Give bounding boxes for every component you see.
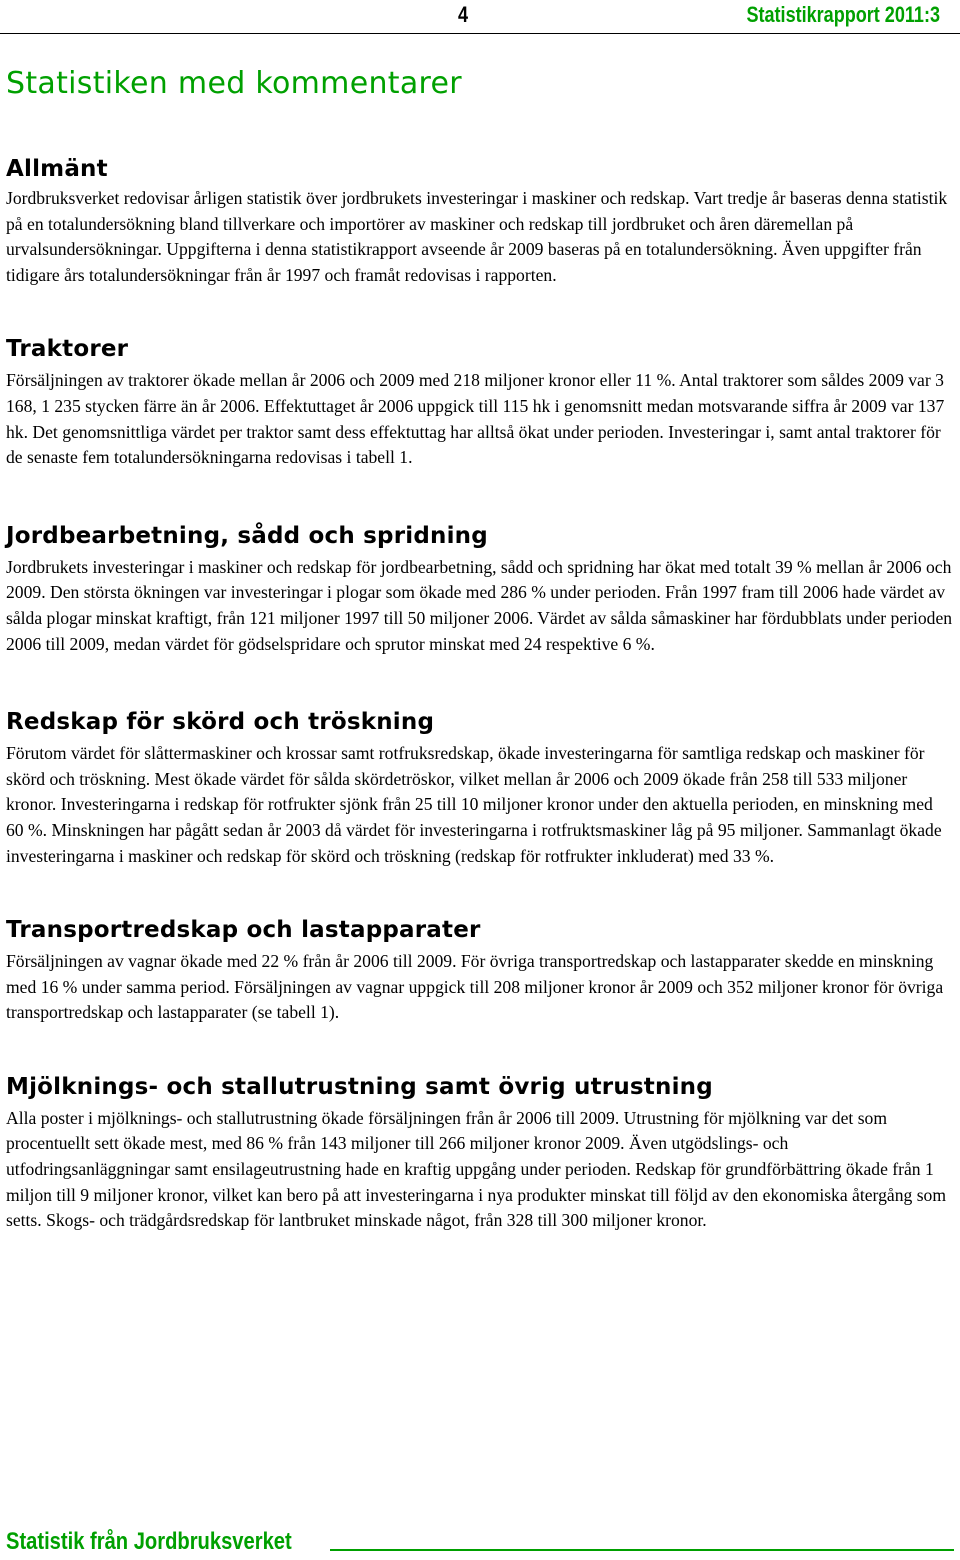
- page-header: [0, 0, 960, 32]
- page-number: 4: [458, 2, 469, 27]
- main-content: [6, 62, 954, 1234]
- section-skord-troskning: [6, 707, 954, 869]
- header-rule: [0, 33, 960, 34]
- section-text: Förutom värdet för slåttermaskiner och krossar samt rotfruksredskap, ökade investeringarna för samtliga redskap och maskiner för skörd och tröskning. Mest ökade värdet för sålda skördetröskor, vilket mellan år 2006 och 2009 ökade från 258 till 533 miljoner kronor. Investeringarna i redskap för rotfrukter sjönk från 25 till 10 miljoner kronor under den aktuella perioden, en minskning med 60 %. Minskningen har pågått sedan år 2003 då värdet för investeringarna i rotfruktsmaskiner låg på 95 miljoner. Sammanlagt ökade investeringarna i maskiner och redskap för skörd och tröskning (redskap för rotfrukter inkluderat) med 33 %.: [6, 743, 942, 866]
- section-allmant: [6, 154, 954, 288]
- section-heading: Allmänt: [6, 156, 108, 182]
- page-footer: [0, 1528, 960, 1558]
- section-text: Försäljningen av vagnar ökade med 22 % från år 2006 till 2009. För övriga transportredskap och lastapparater skedde en minskning med 16 % under samma period. Försäljningen av vagnar uppgick till 208 miljoner kronor år 2009 och 352 miljoner kronor för övriga transportredskap och lastapparater (se tabell 1).: [6, 951, 944, 1023]
- report-id: Statistikrapport 2011:3: [746, 2, 940, 27]
- section-heading: Transportredskap och lastapparater: [6, 917, 481, 944]
- section-heading: Traktorer: [6, 336, 129, 363]
- page-title: Statistiken med kommentarer: [6, 66, 462, 101]
- section-traktorer: [6, 334, 954, 470]
- section-mjolkning-stall: [6, 1072, 954, 1234]
- section-text: Alla poster i mjölknings- och stallutrustning ökade försäljningen från år 2006 till 2009. Utrustning för mjölkning var det som procentuellt sett ökade mest, med 86 % från 143 miljoner till 266 miljoner kronor 2009. Även utgödslings- och utfodringsanläggningar samt ensilageutrustning hade en kraftig uppgång under perioden. Redskap för grundförbättring ökade från 1 miljon till 9 miljoner kronor, vilket kan bero på att investeringarna i nya produkter minskat till följd av den ekonomiska återgång som setts. Skogs- och trädgårdsredskap för lantbruket minskade något, från 328 till 300 miljoner kronor.: [6, 1107, 947, 1231]
- footer-text: Statistik från Jordbruksverket: [6, 1528, 292, 1555]
- section-heading: Redskap för skörd och tröskning: [6, 709, 435, 736]
- section-text: Försäljningen av traktorer ökade mellan år 2006 och 2009 med 218 miljoner kronor eller 11 %. Antal traktorer som såldes 2009 var 3 168, 1 235 stycken färre än år 2006. Effektuttaget år 2006 uppgick till 115 hk i genomsnitt medan motsvarande siffra år 2009 var 137 hk. Det genomsnittliga värdet per traktor samt dess effektuttag har alltså ökat under perioden. Investeringar i, samt antal traktorer för de senaste fem totalundersökningarna redovisas i tabell 1.: [6, 370, 945, 468]
- section-transportredskap: [6, 915, 954, 1026]
- section-heading: Mjölknings- och stallutrustning samt övrig utrustning: [6, 1073, 713, 1100]
- section-text: Jordbrukets investeringar i maskiner och redskap för jordbearbetning, sådd och spridning har ökat med totalt 39 % mellan år 2006 och 2009. Den största ökningen var investeringar i plogar som ökade med 286 % under perioden. Från 1997 fram till 2006 hade värdet av sålda plogar minskat kraftigt, från 121 miljoner 1997 till 50 miljoner 2006. Värdet av sålda såmaskiner har fördubblats under perioden 2006 till 2009, medan värdet för gödselspridare och sprutor minskat med 24 respektive 6 %.: [6, 556, 953, 654]
- section-text: Jordbruksverket redovisar årligen statistik över jordbrukets investeringar i maskiner och redskap. Vart tredje år baseras denna statistik på en totalundersökning bland tillverkare och importörer av maskiner och redskap till jordbruket och åren däremellan på urvalsundersökningar. Uppgifterna i denna statistikrapport avseende år 2009 baseras på en totalundersökning. Även uppgifter från tidigare års totalundersökningar från år 1997 och framåt redovisas i rapporten.: [6, 188, 948, 285]
- section-heading: Jordbearbetning, sådd och spridning: [6, 522, 488, 549]
- section-jordbearbetning: [6, 521, 954, 657]
- footer-rule: [330, 1549, 954, 1551]
